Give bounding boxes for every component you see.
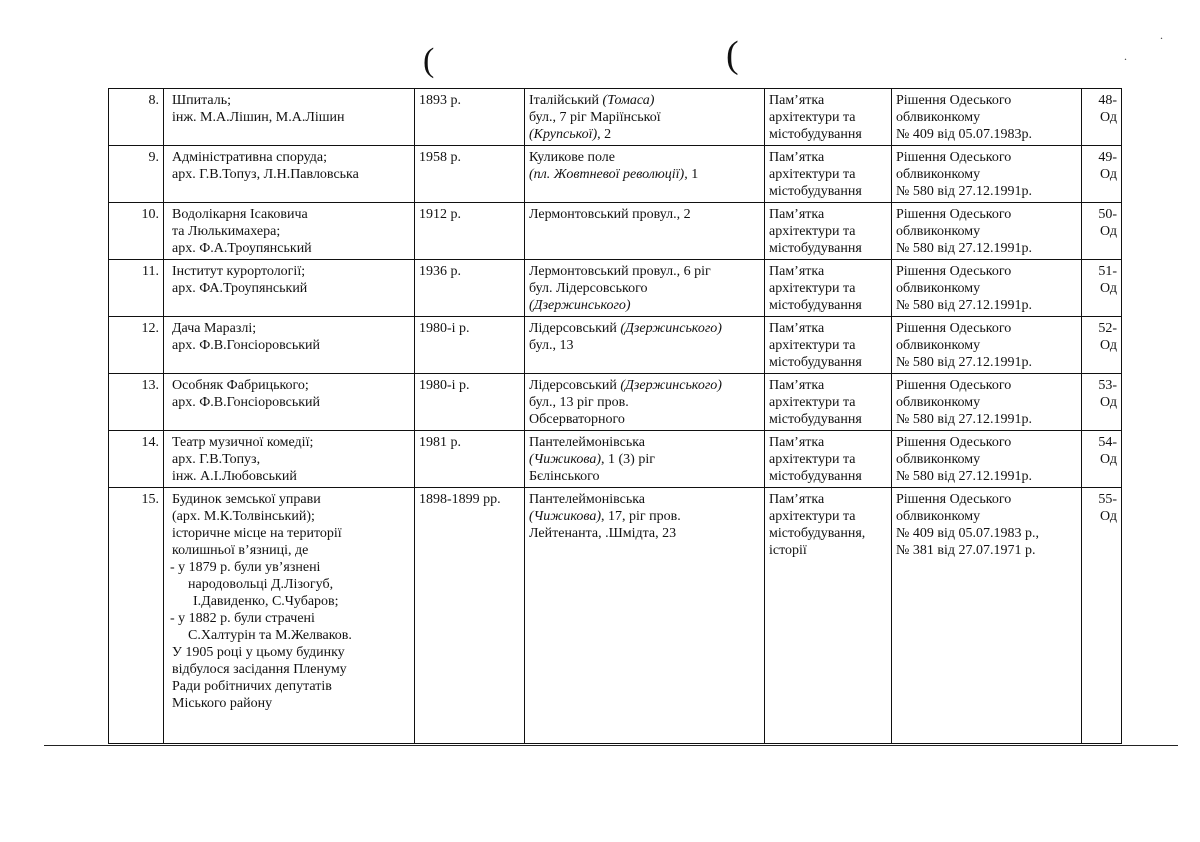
protection-code-cell: 48-Од: [1082, 89, 1122, 146]
status-line: історії: [769, 543, 807, 558]
status-line: Пам’ятка: [769, 321, 825, 336]
year-cell: 1912 р.: [415, 203, 525, 260]
status-line: Пам’ятка: [769, 207, 825, 222]
decision-line: № 580 від 27.12.1991р.: [896, 184, 1032, 199]
row-number: 11.: [109, 260, 164, 317]
status-line: архітектури та: [769, 167, 856, 182]
address-cell: [525, 488, 765, 744]
table-row: [109, 146, 1122, 203]
address-line: [529, 337, 760, 354]
monument-name-cell: [164, 146, 415, 203]
table-row: [109, 431, 1122, 488]
decision-cell: [892, 260, 1082, 317]
monument-name-cell: [164, 203, 415, 260]
decision-line: облвиконкому: [896, 509, 981, 524]
name-bullet: - у 1882 р. були страчені: [170, 611, 315, 626]
name-line: колишньої в’язниці, де: [172, 543, 309, 558]
name-line: Особняк Фабрицького;: [172, 378, 309, 393]
address-text: Лермонтовський провул., 2: [529, 207, 691, 222]
status-line: Пам’ятка: [769, 378, 825, 393]
decision-line: Рішення Одеського: [896, 435, 1012, 450]
scan-mark-left: (: [423, 42, 435, 79]
name-line: народовольці Д.Лізогуб,: [188, 577, 334, 592]
decision-line: облвиконкому: [896, 452, 981, 467]
decision-cell: [892, 89, 1082, 146]
decision-line: Рішення Одеського: [896, 93, 1012, 108]
decision-line: № 580 від 27.12.1991р.: [896, 412, 1032, 427]
address-cell: [525, 146, 765, 203]
name-line: Ради робітничих депутатів: [172, 679, 332, 694]
address-line: [529, 411, 760, 428]
status-line: архітектури та: [769, 110, 856, 125]
status-line: архітектури та: [769, 338, 856, 353]
monument-name-cell: [164, 317, 415, 374]
address-line: [529, 206, 760, 223]
address-line: [529, 149, 760, 166]
monument-name-cell: [164, 374, 415, 431]
name-bullet: - у 1879 р. були ув’язнені: [170, 560, 321, 575]
former-name: (Томаса): [602, 93, 655, 108]
status-line: містобудування: [769, 127, 862, 142]
address-line: Лейтенанта, .Шмідта, 23: [529, 526, 677, 541]
status-cell: [765, 146, 892, 203]
former-name: (пл. Жовтневої революції): [529, 167, 685, 182]
name-line: Адміністративна споруда;: [172, 150, 328, 165]
protection-code-cell: 49-Од: [1082, 146, 1122, 203]
monuments-table: [108, 88, 1122, 744]
row-number: 9.: [109, 146, 164, 203]
address-text: , 1: [684, 167, 699, 182]
address-line: [529, 434, 760, 451]
address-line: [529, 126, 760, 143]
name-line: арх. ФА.Троупянський: [172, 281, 308, 296]
status-cell: [765, 431, 892, 488]
status-line: Пам’ятка: [769, 150, 825, 165]
address-line: Пантелеймонівська: [529, 492, 646, 507]
decision-line: № 580 від 27.12.1991р.: [896, 355, 1032, 370]
status-line: архітектури та: [769, 509, 856, 524]
name-line: Шпиталь;: [172, 93, 231, 108]
decision-line: Рішення Одеського: [896, 378, 1012, 393]
name-line: Театр музичної комедії;: [172, 435, 314, 450]
name-line: Дача Маразлі;: [172, 321, 257, 336]
address-cell: [525, 317, 765, 374]
name-line: відбулося засідання Пленуму: [172, 662, 347, 677]
address-text: Обсерваторного: [529, 412, 625, 427]
name-line: арх. Ф.В.Гонсіоровський: [172, 395, 320, 410]
decision-line: № 381 від 27.07.1971 р.: [896, 543, 1036, 558]
row-number: 8.: [109, 89, 164, 146]
decision-cell: [892, 203, 1082, 260]
address-text: Лідерсовський: [529, 321, 621, 336]
table-row: [109, 374, 1122, 431]
address-text: бул. Лідерсовського: [529, 281, 648, 296]
status-cell: [765, 317, 892, 374]
name-line: арх. Ф.А.Троупянський: [172, 241, 312, 256]
address-line: [529, 468, 760, 485]
decision-line: № 580 від 27.12.1991р.: [896, 241, 1032, 256]
status-line: Пам’ятка: [769, 435, 825, 450]
former-name: (Чижикова): [529, 452, 601, 467]
name-line: Інститут курортології;: [172, 264, 306, 279]
status-line: архітектури та: [769, 281, 856, 296]
year-cell: 1893 р.: [415, 89, 525, 146]
name-line: І.Давиденко, С.Чубаров;: [193, 594, 339, 609]
status-line: архітектури та: [769, 395, 856, 410]
table-row: [109, 89, 1122, 146]
address-line: [529, 166, 760, 183]
status-line: містобудування,: [769, 526, 866, 541]
status-line: містобудування: [769, 241, 862, 256]
status-line: містобудування: [769, 184, 862, 199]
decision-line: облвиконкому: [896, 167, 981, 182]
address-text: Пантелеймонівська: [529, 435, 646, 450]
name-line: Будинок земської управи: [172, 492, 321, 507]
name-line: Міського району: [172, 696, 273, 711]
status-line: містобудування: [769, 469, 862, 484]
address-text: бул., 13: [529, 338, 574, 353]
decision-line: № 580 від 27.12.1991р.: [896, 469, 1032, 484]
year-cell: 1981 р.: [415, 431, 525, 488]
row-number: 15.: [109, 488, 164, 744]
address-line: [529, 508, 760, 525]
name-line: У 1905 році у цьому будинку: [172, 645, 345, 660]
scan-mark-right: (: [726, 34, 739, 76]
decision-cell: [892, 488, 1082, 744]
protection-code-cell: 54-Од: [1082, 431, 1122, 488]
address-line: [529, 377, 760, 394]
decision-line: Рішення Одеського: [896, 492, 1012, 507]
name-line: Водолікарня Ісаковича: [172, 207, 308, 222]
address-text: , 2: [597, 127, 612, 142]
decision-line: Рішення Одеського: [896, 264, 1012, 279]
status-line: Пам’ятка: [769, 492, 825, 507]
status-line: містобудування: [769, 298, 862, 313]
decision-line: № 409 від 05.07.1983р.: [896, 127, 1032, 142]
address-line: [529, 394, 760, 411]
status-line: архітектури та: [769, 224, 856, 239]
year-cell: 1980-і р.: [415, 317, 525, 374]
decision-line: № 580 від 27.12.1991р.: [896, 298, 1032, 313]
name-line: інж. А.І.Любовський: [172, 469, 297, 484]
former-name: (Дзержинського): [620, 378, 722, 393]
table-row-15: [109, 488, 1122, 744]
address-text: Бєлінського: [529, 469, 600, 484]
decision-line: облвиконкому: [896, 224, 981, 239]
decision-line: облвиконкому: [896, 110, 981, 125]
decision-line: Рішення Одеського: [896, 150, 1012, 165]
decision-line: облвиконкому: [896, 281, 981, 296]
row-number: 13.: [109, 374, 164, 431]
address-text: , 17, ріг пров.: [601, 509, 681, 524]
address-text: Італійський: [529, 93, 603, 108]
protection-code-cell: 52-Од: [1082, 317, 1122, 374]
monument-name-cell: [164, 431, 415, 488]
decision-line: облвиконкому: [896, 338, 981, 353]
name-line: та Люлькимахера;: [172, 224, 281, 239]
table-row: [109, 203, 1122, 260]
name-line: арх. Г.В.Топуз, Л.Н.Павловська: [172, 167, 359, 182]
protection-code-cell: 53-Од: [1082, 374, 1122, 431]
decision-cell: [892, 431, 1082, 488]
monument-name-cell: [164, 488, 415, 744]
decision-line: № 409 від 05.07.1983 р.,: [896, 526, 1039, 541]
decision-cell: [892, 146, 1082, 203]
address-line: [529, 297, 760, 314]
address-line: [529, 109, 760, 126]
address-cell: [525, 431, 765, 488]
protection-code-cell: 51-Од: [1082, 260, 1122, 317]
row-number: 14.: [109, 431, 164, 488]
page-bottom-rule: [44, 745, 1178, 746]
address-text: Лермонтовський провул., 6 ріг: [529, 264, 711, 279]
status-cell: [765, 260, 892, 317]
row-number: 12.: [109, 317, 164, 374]
former-name: (Дзержинського): [620, 321, 722, 336]
status-line: містобудування: [769, 412, 862, 427]
protection-code-cell: 55-Од: [1082, 488, 1122, 744]
address-cell: [525, 260, 765, 317]
name-line: арх. Г.В.Топуз,: [172, 452, 261, 467]
status-line: архітектури та: [769, 452, 856, 467]
address-line: [529, 320, 760, 337]
status-line: містобудування: [769, 355, 862, 370]
decision-cell: [892, 374, 1082, 431]
address-text: бул., 7 ріг Маріїнської: [529, 110, 661, 125]
address-line: [529, 92, 760, 109]
decision-line: Рішення Одеського: [896, 321, 1012, 336]
row-number: 10.: [109, 203, 164, 260]
status-line: Пам’ятка: [769, 264, 825, 279]
name-line: (арх. М.К.Толвінський);: [172, 509, 315, 524]
name-line: арх. Ф.В.Гонсіоровський: [172, 338, 320, 353]
address-cell: [525, 374, 765, 431]
name-line: С.Халтурін та М.Желваков.: [188, 628, 352, 643]
address-text: бул., 13 ріг пров.: [529, 395, 629, 410]
scan-speck: .: [1124, 49, 1127, 63]
name-line: історичне місце на території: [172, 526, 342, 541]
protection-code-cell: 50-Од: [1082, 203, 1122, 260]
year-cell: 1936 р.: [415, 260, 525, 317]
decision-line: Рішення Одеського: [896, 207, 1012, 222]
address-text: , 1 (3) ріг: [601, 452, 655, 467]
monument-name-cell: [164, 89, 415, 146]
address-text: Куликове поле: [529, 150, 615, 165]
year-cell: 1980-і р.: [415, 374, 525, 431]
status-cell: [765, 203, 892, 260]
decision-cell: [892, 317, 1082, 374]
name-line: інж. М.А.Лішин, М.А.Лішин: [172, 110, 345, 125]
address-line: [529, 263, 760, 280]
address-line: [529, 451, 760, 468]
address-cell: [525, 89, 765, 146]
status-cell: [765, 374, 892, 431]
table-row: [109, 260, 1122, 317]
decision-line: облвиконкому: [896, 395, 981, 410]
former-name: (Дзержинського): [529, 298, 631, 313]
scan-speck: .: [1160, 28, 1163, 42]
status-line: Пам’ятка: [769, 93, 825, 108]
status-cell: [765, 89, 892, 146]
year-cell: 1898-1899 рр.: [415, 488, 525, 744]
address-text: Лідерсовський: [529, 378, 621, 393]
monument-name-cell: [164, 260, 415, 317]
table-row: [109, 317, 1122, 374]
address-cell: [525, 203, 765, 260]
address-line: [529, 280, 760, 297]
status-cell: [765, 488, 892, 744]
year-cell: 1958 р.: [415, 146, 525, 203]
former-name: (Крупської): [529, 127, 598, 142]
former-name: (Чижикова): [529, 509, 601, 524]
